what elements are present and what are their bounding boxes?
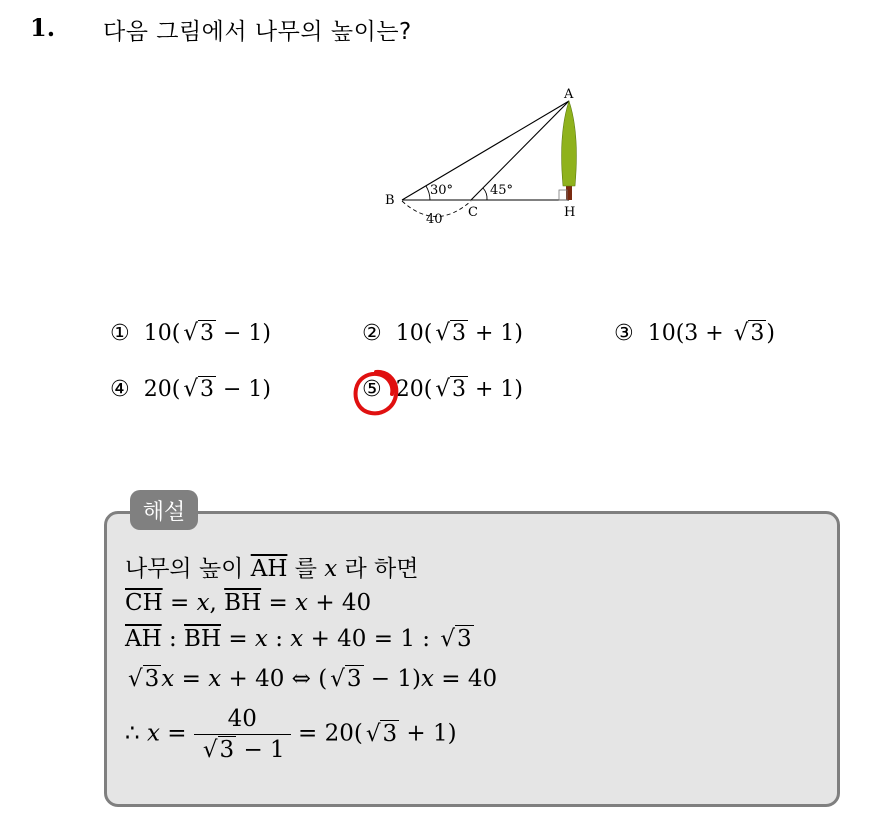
explanation-line-1 bbox=[125, 550, 419, 583]
angle-C-label: 45° bbox=[490, 183, 514, 198]
l3-x2: x bbox=[290, 626, 304, 652]
question-text: 다음 그림에서 나무의 높이는? bbox=[103, 19, 412, 45]
right-angle-mark bbox=[559, 190, 567, 200]
choice-2-mark: ② bbox=[362, 321, 382, 346]
l4-a: = bbox=[174, 666, 209, 692]
l3-b: = bbox=[221, 626, 255, 652]
choice-5-suffix: + 1) bbox=[467, 377, 523, 402]
l2-a: = bbox=[162, 590, 197, 616]
distance-label: 40 bbox=[426, 212, 443, 227]
l5-root: 3 bbox=[382, 720, 398, 747]
explanation-line-3 bbox=[125, 626, 474, 652]
label-C: C bbox=[468, 205, 478, 220]
l3-root: 3 bbox=[456, 626, 472, 652]
l2-x1: x bbox=[196, 590, 210, 616]
choice-4[interactable] bbox=[110, 376, 271, 402]
explanation-line-5 bbox=[125, 706, 457, 763]
l3-c: : bbox=[267, 626, 291, 652]
sqrt-icon: √3 bbox=[183, 320, 214, 346]
choice-3[interactable] bbox=[614, 320, 775, 346]
sqrt-icon: √3 bbox=[128, 666, 160, 692]
sqrt-icon: √3 bbox=[435, 320, 466, 346]
l2-c: = bbox=[261, 590, 296, 616]
sqrt-icon: √3 bbox=[365, 720, 398, 747]
l5-c: + 1) bbox=[399, 720, 457, 747]
angle-arc-C bbox=[483, 188, 487, 200]
l4-x3: x bbox=[421, 666, 434, 692]
choice-2-prefix: 10( bbox=[395, 321, 433, 346]
explanation-line-2 bbox=[125, 590, 371, 616]
l5-numerator: 40 bbox=[227, 706, 257, 732]
l4-root1: 3 bbox=[144, 666, 160, 692]
sqrt-icon: √3 bbox=[330, 666, 362, 692]
explanation-line-4 bbox=[125, 666, 497, 692]
l1-text-c: 라 하면 bbox=[337, 556, 419, 582]
answer-circle-icon bbox=[350, 367, 402, 419]
l5-denominator bbox=[194, 734, 291, 763]
label-A: A bbox=[564, 87, 574, 102]
l1-var: x bbox=[324, 556, 338, 582]
l4-b: + 40 ⇔ ( bbox=[221, 666, 328, 692]
l2-b: , bbox=[209, 590, 225, 616]
l2-x2: x bbox=[295, 590, 309, 616]
choice-4-suffix: − 1) bbox=[215, 377, 271, 402]
choice-5-prefix: 20( bbox=[395, 377, 433, 402]
l2-d: + 40 bbox=[308, 590, 372, 616]
l2-seg2: $\overline{BH}$ bbox=[224, 590, 262, 616]
l1-segment: $\overline{AH}$ bbox=[250, 556, 288, 582]
l5-b: = 20( bbox=[290, 720, 363, 747]
l4-c: − 1) bbox=[363, 666, 421, 692]
l1-text-a: 나무의 높이 bbox=[125, 556, 251, 582]
l5-a: = bbox=[159, 720, 194, 747]
l5-therefore: ∴ bbox=[125, 720, 147, 747]
angle-B-label: 30° bbox=[430, 183, 454, 198]
choice-2-root: 3 bbox=[451, 321, 466, 346]
question-number: 1. bbox=[30, 13, 56, 42]
choice-2[interactable] bbox=[362, 320, 523, 346]
l4-d: = 40 bbox=[433, 666, 498, 692]
l5-x: x bbox=[146, 720, 160, 747]
choice-5-root: 3 bbox=[451, 377, 466, 402]
choice-2-suffix: + 1) bbox=[467, 321, 523, 346]
l3-seg1: $\overline{AH}$ bbox=[125, 626, 162, 652]
choice-3-mark: ③ bbox=[614, 321, 634, 346]
l5-fraction bbox=[194, 706, 291, 763]
l1-text-b: 를 bbox=[287, 556, 325, 582]
l2-seg1: $\overline{CH}$ bbox=[125, 590, 163, 616]
explanation-tag: 해설 bbox=[130, 490, 198, 530]
l4-x2: x bbox=[208, 666, 222, 692]
triangle-figure bbox=[370, 82, 610, 232]
sqrt-icon: √3 bbox=[202, 737, 235, 763]
sqrt-icon: √3 bbox=[183, 376, 214, 402]
choice-4-prefix: 20( bbox=[143, 377, 181, 402]
choice-1-suffix: − 1) bbox=[215, 321, 271, 346]
l3-d: + 40 = 1 : bbox=[303, 626, 438, 652]
l4-x1: x bbox=[161, 666, 175, 692]
l5-den-root: 3 bbox=[219, 737, 235, 763]
l3-x1: x bbox=[254, 626, 268, 652]
l3-seg2: $\overline{BH}$ bbox=[184, 626, 222, 652]
sqrt-icon: √3 bbox=[440, 626, 472, 652]
choice-4-root: 3 bbox=[199, 377, 214, 402]
label-H: H bbox=[564, 205, 576, 220]
sqrt-icon: √3 bbox=[435, 376, 466, 402]
choice-1[interactable] bbox=[110, 320, 271, 346]
l4-root2: 3 bbox=[346, 666, 362, 692]
choice-1-mark: ① bbox=[110, 321, 130, 346]
l5-den-rest: − 1 bbox=[236, 737, 285, 763]
choice-4-mark: ④ bbox=[110, 377, 130, 402]
sqrt-icon: √3 bbox=[733, 320, 765, 346]
label-B: B bbox=[385, 193, 395, 208]
l3-a: : bbox=[161, 626, 185, 652]
choice-3-root: 3 bbox=[750, 321, 765, 346]
choice-1-prefix: 10( bbox=[143, 321, 181, 346]
tree-foliage bbox=[562, 101, 577, 186]
choice-5-mark: ⑤ bbox=[362, 377, 382, 402]
choice-3-suffix: ) bbox=[766, 321, 775, 346]
choice-3-prefix: 10(3 + bbox=[647, 321, 731, 346]
choice-1-root: 3 bbox=[199, 321, 214, 346]
